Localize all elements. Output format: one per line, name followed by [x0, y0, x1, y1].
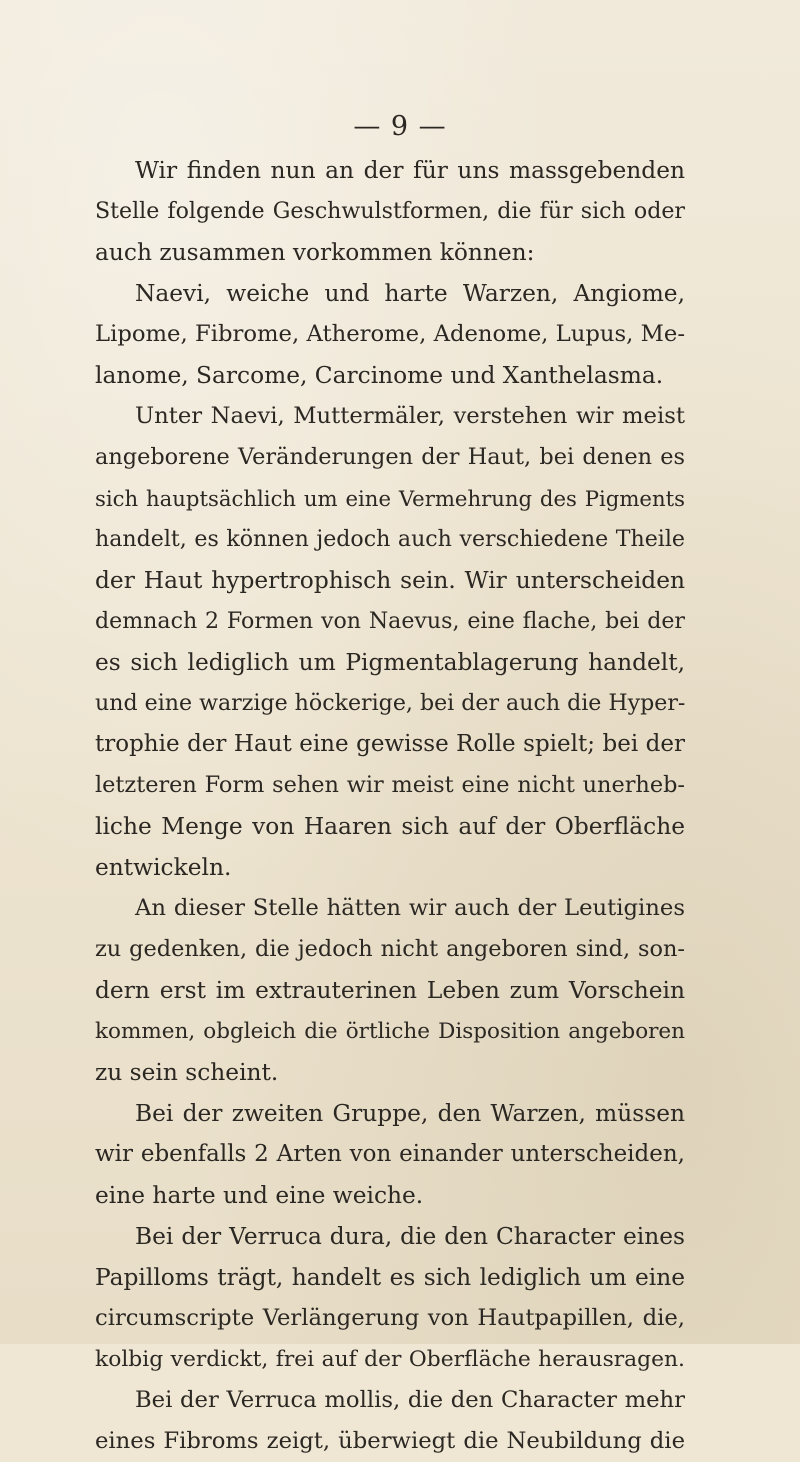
- text-line: dern erst im extrauterinen Leben zum Vorschein: [95, 977, 685, 1004]
- text-line: Stelle folgende Geschwulstformen, die für sich oder: [95, 198, 685, 224]
- text-line: der Haut hypertrophisch sein. Wir unterscheiden: [95, 567, 685, 594]
- text-line: trophie der Haut eine gewisse Rolle spielt; bei der: [95, 731, 685, 757]
- text-line: Bei der Verruca mollis, die den Character mehr: [135, 1387, 685, 1413]
- text-line: Bei der Verruca dura, die den Character eines: [135, 1223, 685, 1250]
- text-line: und eine warzige höckerige, bei der auch die Hyper-: [95, 690, 685, 716]
- text-line: zu gedenken, die jedoch nicht angeboren sind, son-: [95, 936, 685, 962]
- text-line: Lipome, Fibrome, Atherome, Adenome, Lupus, Me-: [95, 321, 685, 347]
- text-line: letzteren Form sehen wir meist eine nicht unerheb-: [95, 772, 685, 798]
- text-line: circumscripte Verlängerung von Hautpapillen, die,: [95, 1305, 685, 1331]
- text-line: wir ebenfalls 2 Arten von einander unterscheiden,: [95, 1141, 685, 1167]
- text-line: zu sein scheint.: [95, 1059, 279, 1086]
- text-line: Unter Naevi, Muttermäler, verstehen wir meist: [135, 403, 685, 429]
- text-line: Naevi, weiche und harte Warzen, Angiome,: [135, 280, 685, 307]
- text-line: Papilloms trägt, handelt es sich lediglich um eine: [95, 1264, 685, 1291]
- text-line: kommen, obgleich die örtliche Disposition angeboren: [95, 1019, 685, 1044]
- body-text: [95, 150, 685, 1462]
- text-line: An dieser Stelle hätten wir auch der Leutigines: [135, 895, 685, 921]
- text-line: lanome, Sarcome, Carcinome und Xanthelasma.: [95, 362, 664, 389]
- text-line: Bei der zweiten Gruppe, den Warzen, müssen: [135, 1100, 685, 1127]
- text-line: auch zusammen vorkommen können:: [95, 239, 535, 266]
- text-line: Wir finden nun an der für uns massgebenden: [135, 157, 685, 184]
- text-line: handelt, es können jedoch auch verschiedene Theile: [95, 526, 685, 552]
- text-line: sich hauptsächlich um eine Vermehrung des Pigments: [95, 486, 685, 511]
- text-line: kolbig verdickt, frei auf der Oberfläche herausragen.: [95, 1347, 685, 1372]
- text-line: eines Fibroms zeigt, überwiegt die Neubildung die: [95, 1428, 685, 1454]
- text-line: eine harte und eine weiche.: [95, 1182, 424, 1209]
- text-line: entwickeln.: [95, 854, 232, 881]
- text-line: es sich lediglich um Pigmentablagerung handelt,: [95, 649, 685, 676]
- text-line: liche Menge von Haaren sich auf der Oberfläche: [95, 813, 685, 840]
- page-number: — 9 —: [353, 111, 447, 142]
- text-line: demnach 2 Formen von Naevus, eine flache, bei der: [95, 608, 685, 634]
- text-line: angeborene Veränderungen der Haut, bei denen es: [95, 444, 685, 470]
